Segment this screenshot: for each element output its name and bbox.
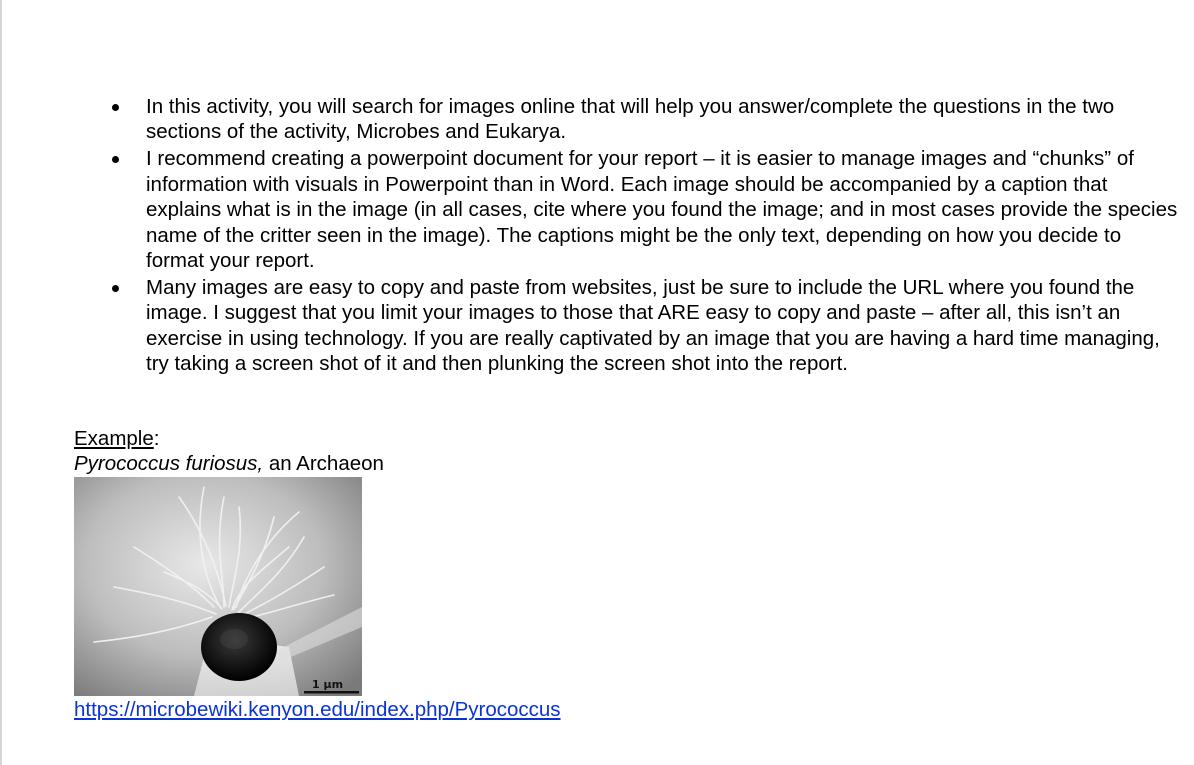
example-heading xyxy=(74,426,159,451)
instructions-list xyxy=(108,94,1178,378)
list-item xyxy=(108,94,1178,145)
list-item-text: In this activity, you will search for images online that will help you answer/complete the questions in the two sections of the activity, Microbes and Eukarya. xyxy=(146,95,1115,144)
list-item xyxy=(108,146,1178,273)
micrograph-image xyxy=(74,477,362,696)
list-item-text: Many images are easy to copy and paste from websites, just be sure to include the URL where you found the image. I suggest that you limit your images to those that ARE easy to copy and paste – after all, this isn’t an exercise in using technology. If you are really captivated by an image that you are having a hard time managing, try taking a screen shot of it and then plunking the screen shot into the report. xyxy=(146,275,1160,376)
bullet-icon xyxy=(112,285,119,292)
species-name: Pyrococcus furiosus, xyxy=(74,452,264,475)
list-item xyxy=(108,275,1178,377)
list-item-text: I recommend creating a powerpoint document for your report – it is easier to manage images and “chunks” of information with visuals in Powerpoint than in Word. Each image should be accompanied by a caption that explains what is in the image (in all cases, cite where you found the image; and in most cases provide the species name of the critter seen in the image). The captions might be the only text, depending on how you decide to format your report. xyxy=(146,147,1178,272)
bullet-icon xyxy=(112,104,119,111)
source-url-link[interactable]: https://microbewiki.kenyon.edu/index.php/Pyrococcus xyxy=(74,698,561,721)
bullet-icon xyxy=(112,156,119,163)
page-left-edge xyxy=(0,0,2,765)
scale-bar-label: 1 µm xyxy=(312,678,344,691)
example-label-text: Example xyxy=(74,427,154,450)
image-caption xyxy=(74,451,384,476)
example-colon: : xyxy=(153,427,160,450)
scale-bar xyxy=(304,691,359,694)
caption-rest: an Archaeon xyxy=(263,452,384,475)
